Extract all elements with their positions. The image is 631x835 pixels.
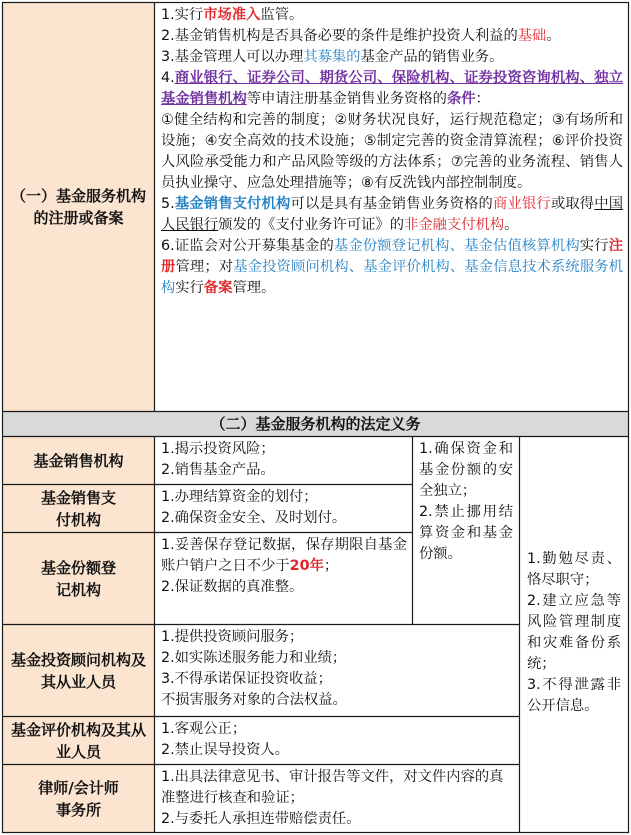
- row-header-advisor: 基金投资顾问机构及其从业人员: [3, 625, 154, 716]
- row-duties-law-accounting: 1.出具法律意见书、审计报告等文件，对文件内容的真准整进行核查和验证； 2.与委托人承担连带赔偿责任。: [161, 769, 504, 827]
- item-5: 5.基金销售支付机构可以是具有基金销售业务资格的商业银行或取得中国人民银行颁发的《支付业务许可证》的非金融支付机构。: [161, 196, 624, 233]
- shared-duties-col4: 1.勤勉尽责、恪尽职守； 2.建立应急等风险管理制度和灾难备份系统； 3.不得泄露非公开信息。: [527, 550, 621, 714]
- section2-title: （二）基金服务机构的法定义务: [210, 414, 421, 433]
- item-6: 6.证监会对公开募集基金的基金份额登记机构、基金估值核算机构实行注册管理；对基金投资顾问机构、基金评价机构、基金信息技术系统服务机构实行备案管理。: [161, 238, 624, 296]
- section1-header: （一）基金服务机构的注册或备案: [11, 187, 147, 227]
- row-header-registration: 基金份额登记机构: [3, 533, 154, 624]
- row-duties-payment: 1.办理结算资金的划付； 2.确保资金安全、及时划付。: [161, 489, 347, 526]
- row-header-law-accounting: 律师/会计师事务所: [3, 765, 154, 832]
- item-4: 4.商业银行、证券公司、期货公司、保险机构、证券投资咨询机构、独立基金销售机构等申请注册基金销售业务资格的条件：: [161, 70, 623, 107]
- shared-duties-col3: 1.确保资金和基金份额的安全独立； 2.禁止挪用结算资金和基金份额。: [419, 441, 513, 562]
- item-4-conditions: ①健全结构和完善的制度；②财务状况良好，运行规范稳定；③有场所和设施；④安全高效的技术设施；⑤制定完善的资金清算流程；⑥评价投资人风险承受能力和产品风险等级的方法体系；⑦完善的业务流程、销售人员执业操守、应急处理措施等；⑧有反洗钱内部控制制度。: [161, 112, 623, 191]
- item-3: 3.基金管理人可以办理其募集的基金产品的销售业务。: [161, 49, 504, 65]
- row-header-rating: 基金评价机构及其从业人员: [3, 717, 154, 764]
- row-header-payment: 基金销售支付机构: [3, 485, 154, 532]
- item-1: 1.实行市场准入监管。: [161, 7, 304, 23]
- row-duties-registration: 1.妥善保存登记数据，保存期限自基金账户销户之日不少于20年； 2.保证数据的真准整。: [161, 537, 407, 595]
- item-2: 2.基金销售机构是否具备必要的条件是维护投资人利益的基础。: [161, 28, 561, 44]
- row-duties-advisor: 1.提供投资顾问服务； 2.如实陈述服务能力和业绩； 3.不得承诺保证投资收益； 不损害服务对象的合法权益。: [161, 629, 347, 708]
- row-duties-rating: 1.客观公正； 2.禁止误导投资人。: [161, 721, 290, 758]
- row-duties-sales: 1.揭示投资风险； 2.销售基金产品。: [161, 441, 275, 478]
- row-header-sales: 基金销售机构: [3, 437, 154, 484]
